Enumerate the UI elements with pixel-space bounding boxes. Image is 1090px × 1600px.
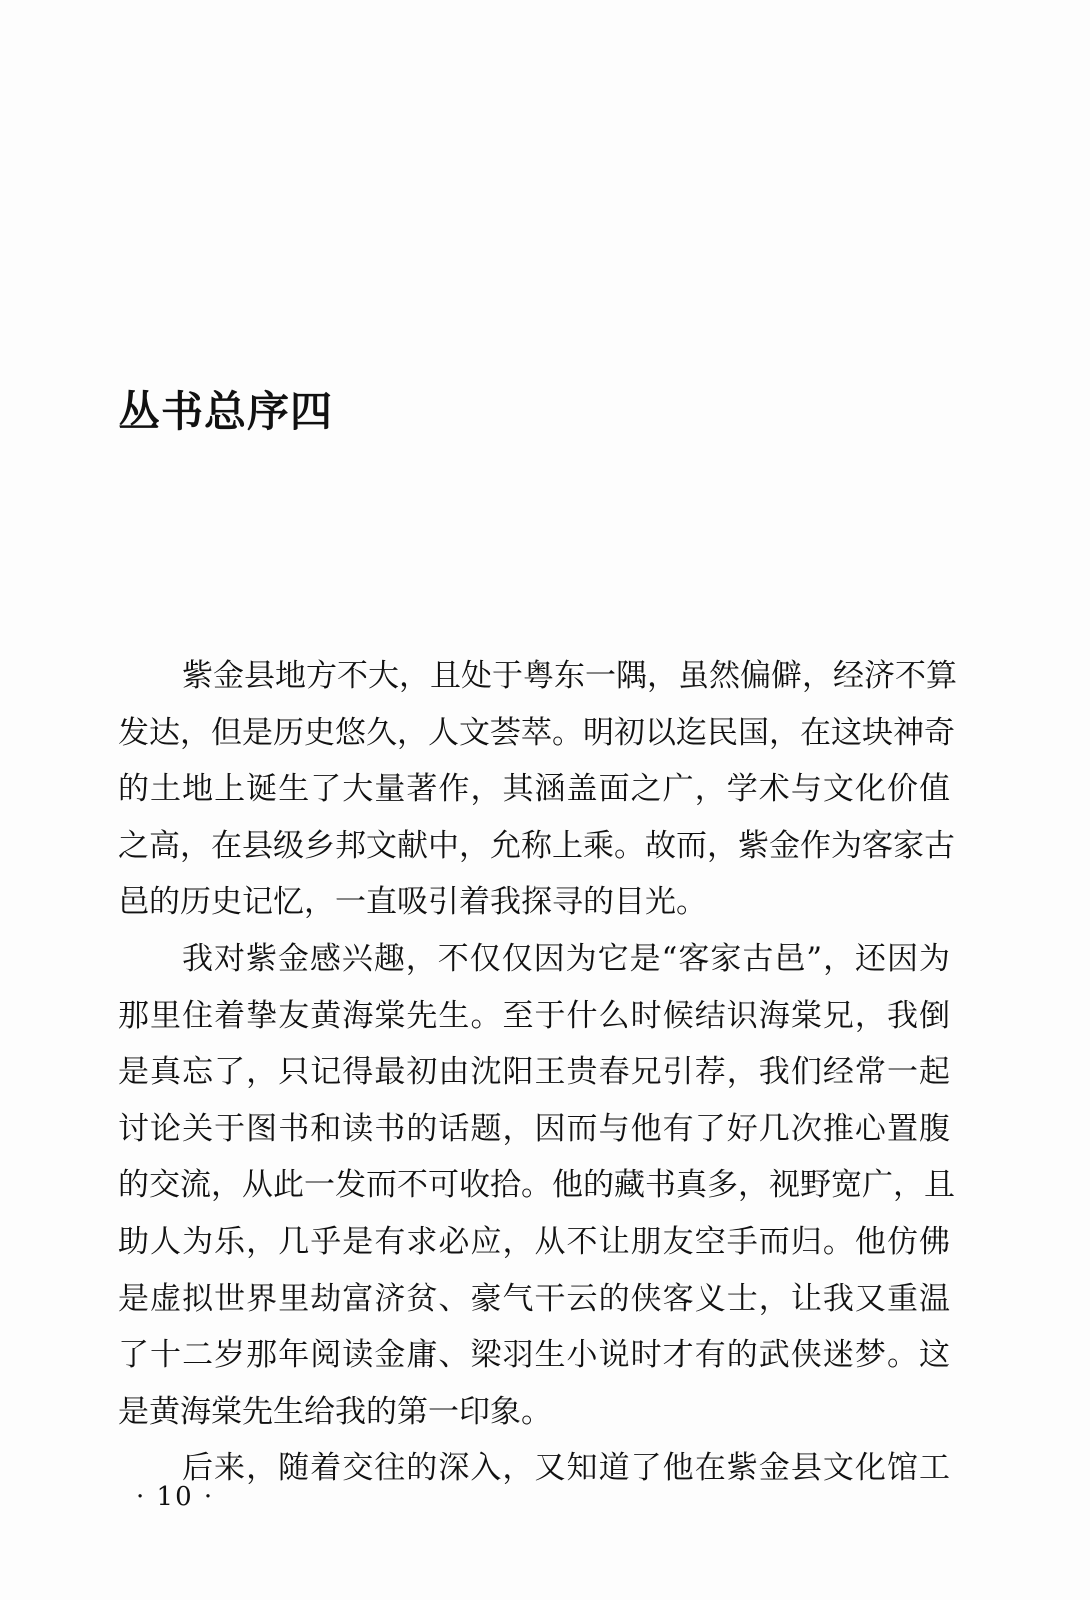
text-line: 助人为乐，几乎是有求必应，从不让朋友空手而归。他仿佛 (118, 1223, 950, 1260)
text-line: 发达，但是历史悠久，人文荟萃。明初以迄民国，在这块神奇 (118, 714, 955, 751)
text-line: 是黄海棠先生给我的第一印象。 (118, 1393, 552, 1430)
chapter-title: 丛书总序四 (118, 387, 334, 436)
text-line: 了十二岁那年阅读金庸、梁羽生小说时才有的武侠迷梦。这 (118, 1337, 950, 1374)
body-text (118, 648, 957, 1497)
text-line: 是真忘了，只记得最初由沈阳王贵春兄引荐，我们经常一起 (118, 1054, 950, 1091)
text-line: 那里住着挚友黄海棠先生。至于什么时候结识海棠兄，我倒 (118, 997, 950, 1034)
text-line: 我对紫金感兴趣，不仅仅因为它是“客家古邑”，还因为 (182, 940, 950, 977)
text-line: 紫金县地方不大，且处于粤东一隅，虽然偏僻，经济不算 (182, 658, 957, 694)
text-line: 邑的历史记忆，一直吸引着我探寻的目光。 (118, 884, 707, 921)
text-line: 是虚拟世界里劫富济贫、豪气干云的侠客义士，让我又重温 (118, 1280, 950, 1317)
text-line: 后来，随着交往的深入，又知道了他在紫金县文化馆工 (182, 1450, 950, 1487)
text-line: 之高，在县级乡邦文献中，允称上乘。故而，紫金作为客家古 (118, 827, 955, 864)
text-line: 讨论关于图书和读书的话题，因而与他有了好几次推心置腹 (118, 1110, 950, 1147)
text-line: 的交流，从此一发而不可收拾。他的藏书真多，视野宽广，且 (118, 1167, 955, 1204)
text-line: 的土地上诞生了大量著作，其涵盖面之广，学术与文化价值 (118, 771, 950, 808)
page-number: · 10 · (136, 1482, 215, 1512)
